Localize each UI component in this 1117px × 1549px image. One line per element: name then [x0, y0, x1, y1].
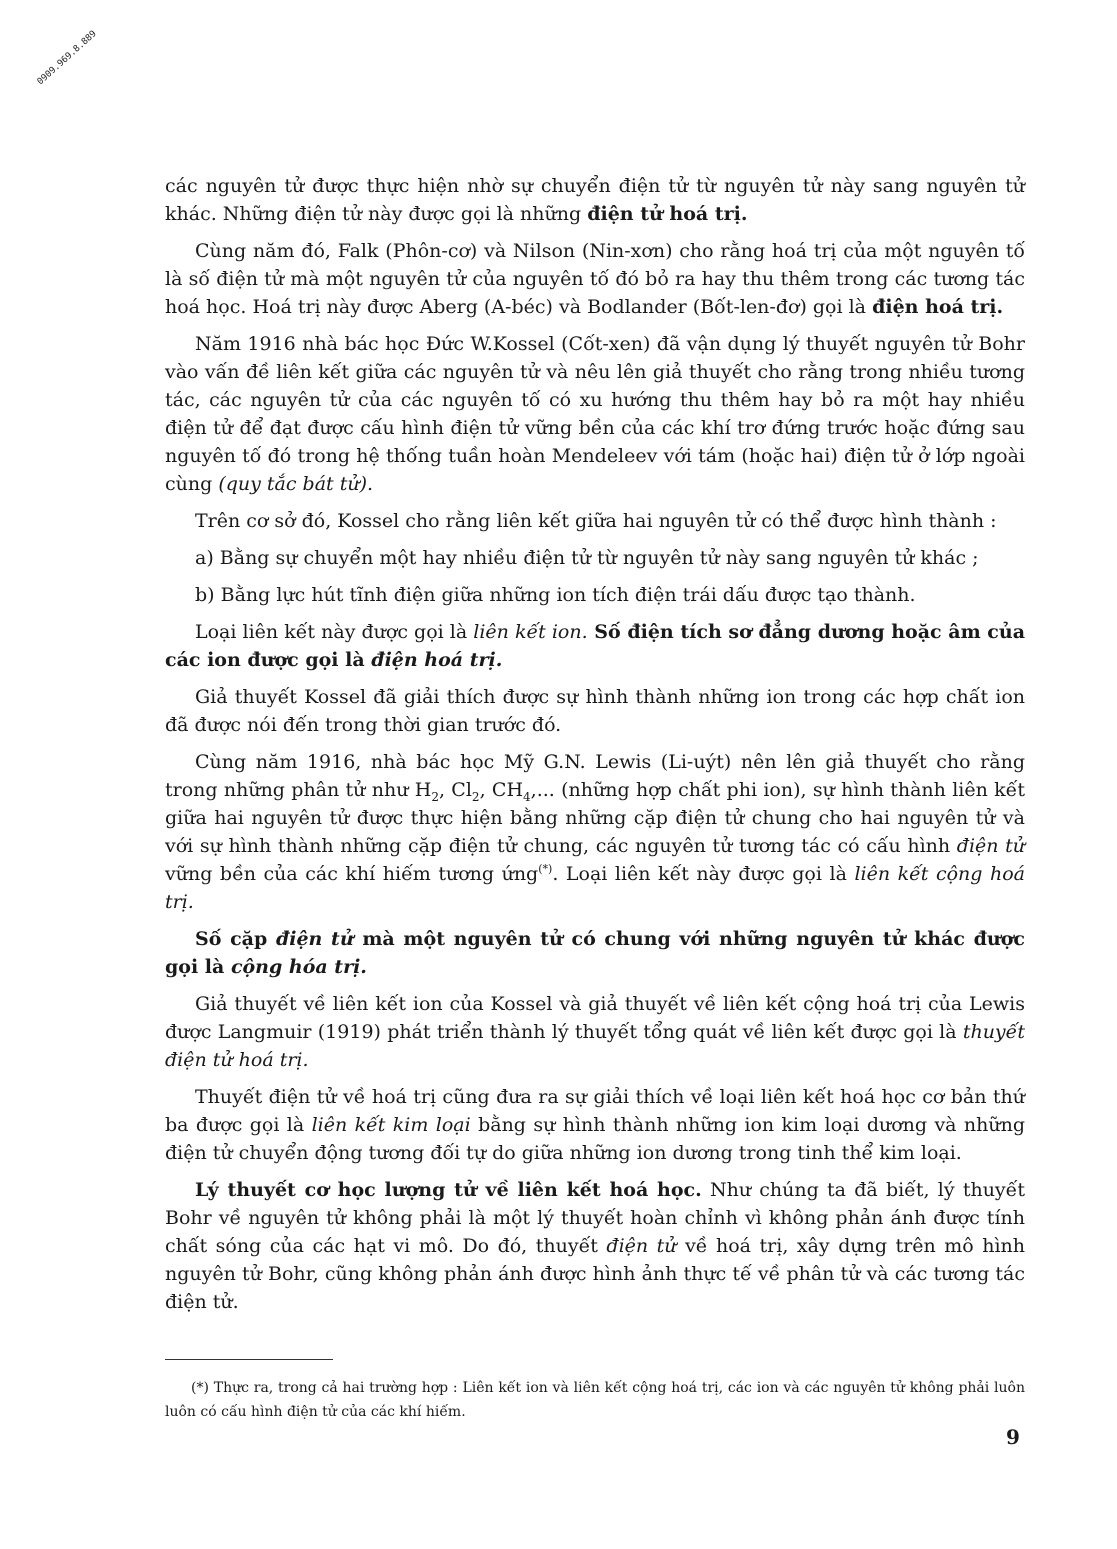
footnote-mark: (*) [191, 1380, 209, 1396]
paragraph-13: Lý thuyết cơ học lượng tử về liên kết hoá học. Như chúng ta đã biết, lý thuyết Bohr về nguyên tử không phải là một lý thuyết hoàn chỉnh vì không phản ánh được tính chất sóng của các hạt vi mô. Do đó, thuyết điện tử về hoá trị, xây dựng trên mô hình nguyên tử Bohr, cũng không phản ánh được hình ảnh thực tế về phân tử và các tương tác điện tử. [165, 1179, 1025, 1313]
paragraph-3: Năm 1916 nhà bác học Đức W.Kossel (Cốt-xen) đã vận dụng lý thuyết nguyên tử Bohr vào vấn đề liên kết giữa các nguyên tử và nêu lên giả thuyết cho rằng trong nhiều tương tác, các nguyên tử của các nguyên tố có xu hướng thu thêm hay bỏ ra một hay nhiều điện tử để đạt được cấu hình điện tử vững bền của các khí trơ đứng trước hoặc đứng sau nguyên tố đó trong hệ thống tuần hoàn Mendeleev với tám (hoặc hai) điện tử ở lớp ngoài cùng (quy tắc bát tử). [165, 333, 1025, 495]
paragraph-2: Cùng năm đó, Falk (Phôn-cơ) và Nilson (Nin-xơn) cho rằng hoá trị của một nguyên tố là số điện tử mà một nguyên tử của nguyên tố đó bỏ ra hay thu thêm trong các tương tác hoá học. Hoá trị này được Aberg (A-béc) và Bodlander (Bốt-len-đơ) gọi là điện hoá trị. [165, 240, 1025, 318]
paragraph-12: Thuyết điện tử về hoá trị cũng đưa ra sự giải thích về loại liên kết hoá học cơ bản thứ ba được gọi là liên kết kim loại bằng sự hình thành những ion kim loại dương và những điện tử chuyển động tương đối tự do giữa những ion dương trong tinh thể kim loại. [165, 1086, 1025, 1164]
footnote-divider [165, 1359, 333, 1360]
paragraph-4: Trên cơ sở đó, Kossel cho rằng liên kết giữa hai nguyên tử có thể được hình thành : [195, 510, 997, 532]
paragraph-10: Số cặp điện tử mà một nguyên tử có chung với những nguyên tử khác được gọi là cộng hóa trị. [165, 928, 1025, 978]
paragraph-8: Giả thuyết Kossel đã giải thích được sự hình thành những ion trong các hợp chất ion đã được nói đến trong thời gian trước đó. [165, 686, 1025, 736]
page-number: 9 [1006, 1425, 1020, 1449]
page-body [165, 172, 1025, 1325]
footnote [165, 1376, 1025, 1424]
paragraph-5: a) Bằng sự chuyển một hay nhiều điện tử từ nguyên tử này sang nguyên tử khác ; [195, 547, 979, 569]
paragraph-7: Loại liên kết này được gọi là liên kết ion. Số điện tích sơ đẳng dương hoặc âm của các ion được gọi là điện hoá trị. [165, 621, 1026, 671]
paragraph-6: b) Bằng lực hút tĩnh điện giữa những ion tích điện trái dấu được tạo thành. [195, 584, 916, 606]
footnote-text: Thực ra, trong cả hai trường hợp : Liên kết ion và liên kết cộng hoá trị, các ion và các nguyên tử không phải luôn luôn có cấu hình điện tử của các khí hiếm. [165, 1380, 1025, 1420]
corner-stamp: 0909.969.8.889 [35, 29, 99, 88]
paragraph-9: Cùng năm 1916, nhà bác học Mỹ G.N. Lewis (Li-uýt) nên lên giả thuyết cho rằng trong những phân tử như $H_2$, $Cl_2$, $CH_4$,... (những hợp chất phi ion), sự hình thành liên kết giữa hai nguyên tử được thực hiện bằng những cặp điện tử chung cho hai nguyên tử và với sự hình thành những cặp điện tử chung, các nguyên tử tương tác có cấu hình điện tử vững bền của các khí hiếm tương ứng(*). Loại liên kết này được gọi là liên kết cộng hoá trị. [165, 751, 1026, 913]
paragraph-11: Giả thuyết về liên kết ion của Kossel và giả thuyết về liên kết cộng hoá trị của Lewis được Langmuir (1919) phát triển thành lý thuyết tổng quát về liên kết được gọi là thuyết điện tử hoá trị. [165, 993, 1025, 1071]
paragraph-1: các nguyên tử được thực hiện nhờ sự chuyển điện tử từ nguyên tử này sang nguyên tử khác. Những điện tử này được gọi là những điện tử hoá trị. [165, 175, 1025, 225]
